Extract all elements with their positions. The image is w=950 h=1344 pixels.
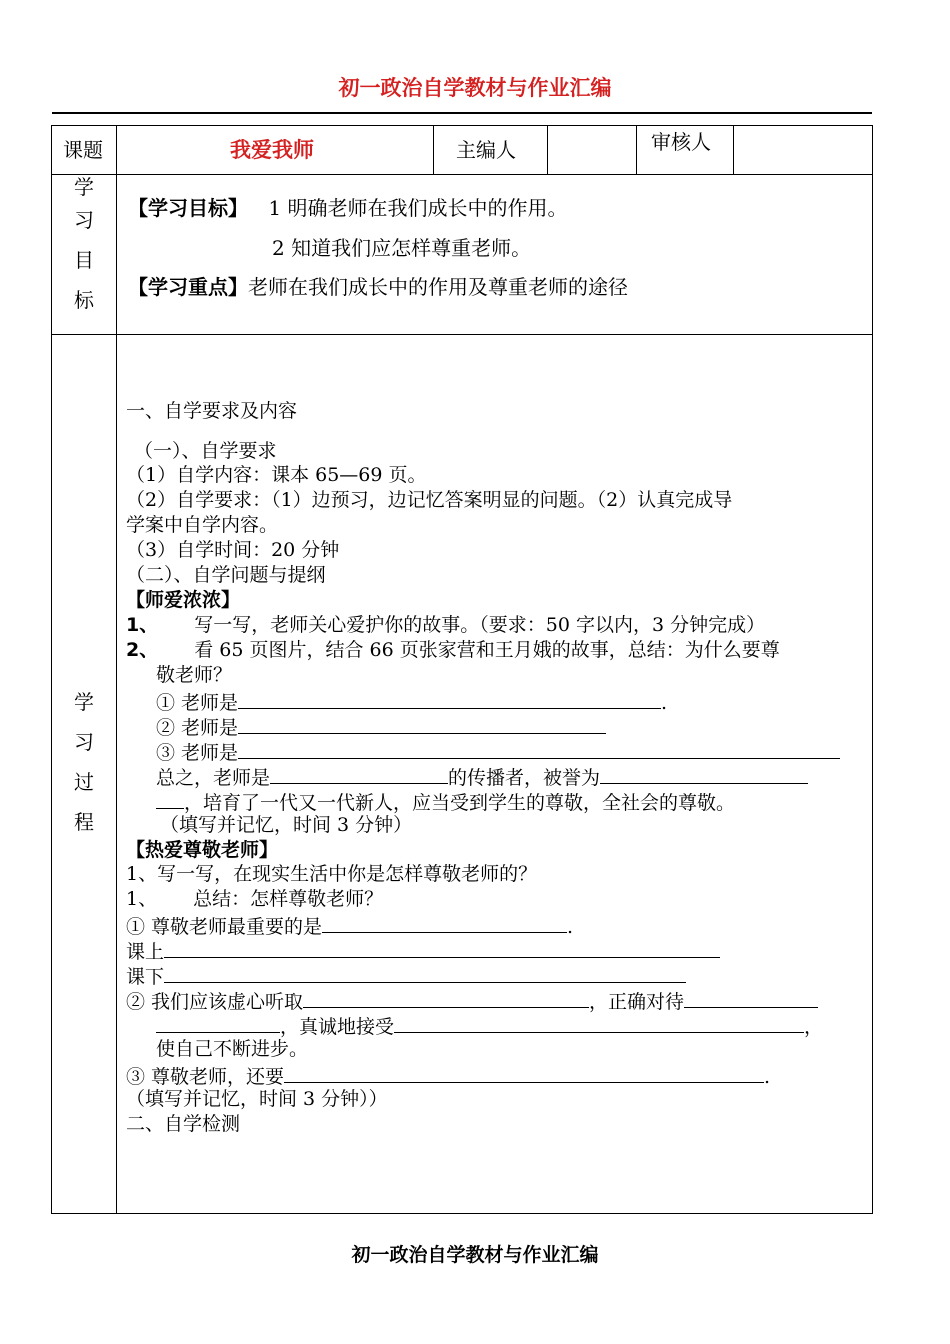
summary-part-b: 的传播者，被誉为 <box>448 767 601 789</box>
reviewer-label: 审核人 <box>651 130 711 154</box>
column-divider-label <box>116 125 117 1214</box>
goals-side-label <box>52 174 116 320</box>
topic-label: 课题 <box>63 138 103 162</box>
respect-fill-blank-1[interactable] <box>322 912 567 933</box>
summary-fill-blank-1[interactable] <box>270 763 448 784</box>
respect-point-2-label: ② 我们应该虚心听取 <box>126 991 304 1013</box>
in-class-fill-blank[interactable] <box>164 937 720 958</box>
process-side-char: 学 <box>74 690 94 714</box>
requirement-2-continued: 学案中自学内容。 <box>126 514 279 536</box>
summary-part-c: ，培育了一代又一代新人，应当受到学生的尊敬，全社会的尊敬。 <box>184 792 736 814</box>
summary-part-a: 总之，老师是 <box>156 767 271 789</box>
column-divider-editor-label <box>433 125 434 175</box>
teacher-blank-1: ① 老师是 . <box>156 688 667 715</box>
summary-line <box>156 763 808 790</box>
page-header-title: 初一政治自学教材与作业汇编 <box>338 76 612 100</box>
learning-focus-text: 老师在我们成长中的作用及尊重老师的途径 <box>248 275 628 299</box>
row-divider-header <box>51 174 873 175</box>
page-footer-title: 初一政治自学教材与作业汇编 <box>351 1244 599 1266</box>
note-2: （填写并记忆，时间 3 分钟）） <box>126 1088 388 1110</box>
subsection-2-heading: （二）、自学问题与提纲 <box>126 564 326 586</box>
section-1-heading: 一、自学要求及内容 <box>126 400 298 422</box>
respect-fill-blank-2[interactable] <box>303 987 589 1008</box>
teacher-fill-blank-2[interactable] <box>238 713 606 734</box>
question-2-text: 看 65 页图片，结合 66 页张家营和王月娥的故事，总结：为什么要尊 <box>194 639 780 661</box>
respect-point-3-label: ③ 尊敬老师，还要 <box>126 1066 285 1088</box>
in-class-label: 课上 <box>126 941 165 963</box>
teacher-blank-2 <box>156 713 606 740</box>
table-border-top <box>51 125 873 126</box>
part-2-question-2 <box>126 887 383 911</box>
respect-point-2-mid: ，正确对待 <box>589 991 685 1013</box>
respect-point-1: ① 尊敬老师最重要的是 . <box>126 912 573 939</box>
respect-point-2-comma: ， <box>804 1016 824 1038</box>
respect-point-2-end: 使自己不断进步。 <box>156 1038 309 1060</box>
subsection-1-heading: （一）、自学要求 <box>134 440 277 462</box>
teacher-fill-blank-3[interactable] <box>238 738 840 759</box>
respect-point-2-continued <box>156 1012 823 1039</box>
part-2-question-1: 1、写一写，在现实生活中你是怎样尊敬老师的？ <box>126 863 538 885</box>
learning-objective-2: 2 知道我们应怎样尊重老师。 <box>272 236 532 260</box>
respect-fill-blank-5[interactable] <box>394 1012 804 1033</box>
respect-fill-blank-3[interactable] <box>684 987 818 1008</box>
part-2-question-2-text: 总结：怎样尊敬老师？ <box>193 888 384 910</box>
learning-objective-1 <box>128 196 567 220</box>
part-2-heading: 【热爱尊敬老师】 <box>126 839 279 861</box>
process-side-char: 习 <box>74 730 94 754</box>
column-divider-reviewer-value <box>733 125 734 175</box>
table-border-right <box>872 125 873 1214</box>
question-1-text: 写一写，老师关心爱护你的故事。（要求：50 字以内，3 分钟完成） <box>194 614 766 636</box>
goals-side-char: 学 <box>74 175 94 199</box>
teacher-fill-blank-1[interactable] <box>238 688 661 709</box>
respect-point-1-label: ① 尊敬老师最重要的是 <box>126 916 323 938</box>
summary-fill-blank-3[interactable] <box>156 788 184 809</box>
question-1-number: 1、 <box>126 614 159 636</box>
goals-side-char: 标 <box>74 288 94 312</box>
row-divider-goals <box>51 334 873 335</box>
teacher-blank-3-label: ③ 老师是 <box>156 742 239 764</box>
learning-focus <box>128 275 628 299</box>
table-border-bottom <box>51 1213 873 1214</box>
header-rule <box>52 112 872 114</box>
process-side-char: 程 <box>74 810 94 834</box>
respect-fill-blank-4[interactable] <box>156 1012 280 1033</box>
respect-fill-blank-6[interactable] <box>284 1062 764 1083</box>
after-class-label: 课下 <box>126 966 165 988</box>
column-divider-editor-value <box>547 125 548 175</box>
respect-point-2 <box>126 987 818 1014</box>
requirement-2: （2）自学要求：（1）边预习，边记忆答案明显的问题。（2）认真完成导 <box>126 489 733 511</box>
topic-value: 我爱我师 <box>230 138 314 162</box>
goals-side-char: 习 <box>74 208 94 232</box>
learning-objective-tag: 【学习目标】 <box>128 196 248 220</box>
respect-point-3: ③ 尊敬老师，还要 . <box>126 1062 770 1089</box>
process-side-label <box>52 682 116 842</box>
summary-fill-blank-2[interactable] <box>600 763 808 784</box>
process-side-char: 过 <box>74 770 94 794</box>
learning-focus-tag: 【学习重点】 <box>128 275 248 299</box>
part-2-question-2-number: 1、 <box>126 888 158 910</box>
requirement-1: （1）自学内容：课本 65—69 页。 <box>126 464 427 486</box>
column-divider-reviewer-label <box>636 125 637 175</box>
question-2-number: 2、 <box>126 639 159 661</box>
editor-label: 主编人 <box>456 138 516 162</box>
learning-objective-1-text: 1 明确老师在我们成长中的作用。 <box>268 196 568 220</box>
summary-line-continued <box>156 788 735 815</box>
after-class-line <box>126 962 686 989</box>
after-class-fill-blank[interactable] <box>164 962 686 983</box>
question-2 <box>126 638 780 662</box>
teacher-blank-2-label: ② 老师是 <box>156 717 239 739</box>
question-2-continued: 敬老师？ <box>156 664 233 686</box>
goals-side-char: 目 <box>74 248 94 272</box>
teacher-blank-1-label: ① 老师是 <box>156 692 239 714</box>
teacher-blank-3 <box>156 738 840 765</box>
section-2-heading: 二、自学检测 <box>126 1113 241 1135</box>
requirement-3: （3）自学时间：20 分钟 <box>126 539 340 561</box>
in-class-line <box>126 937 720 964</box>
note-1: （填写并记忆，时间 3 分钟） <box>160 814 413 836</box>
respect-point-2-accept: ，真诚地接受 <box>280 1016 395 1038</box>
question-1 <box>126 613 765 637</box>
part-1-heading: 【师爱浓浓】 <box>126 589 241 611</box>
